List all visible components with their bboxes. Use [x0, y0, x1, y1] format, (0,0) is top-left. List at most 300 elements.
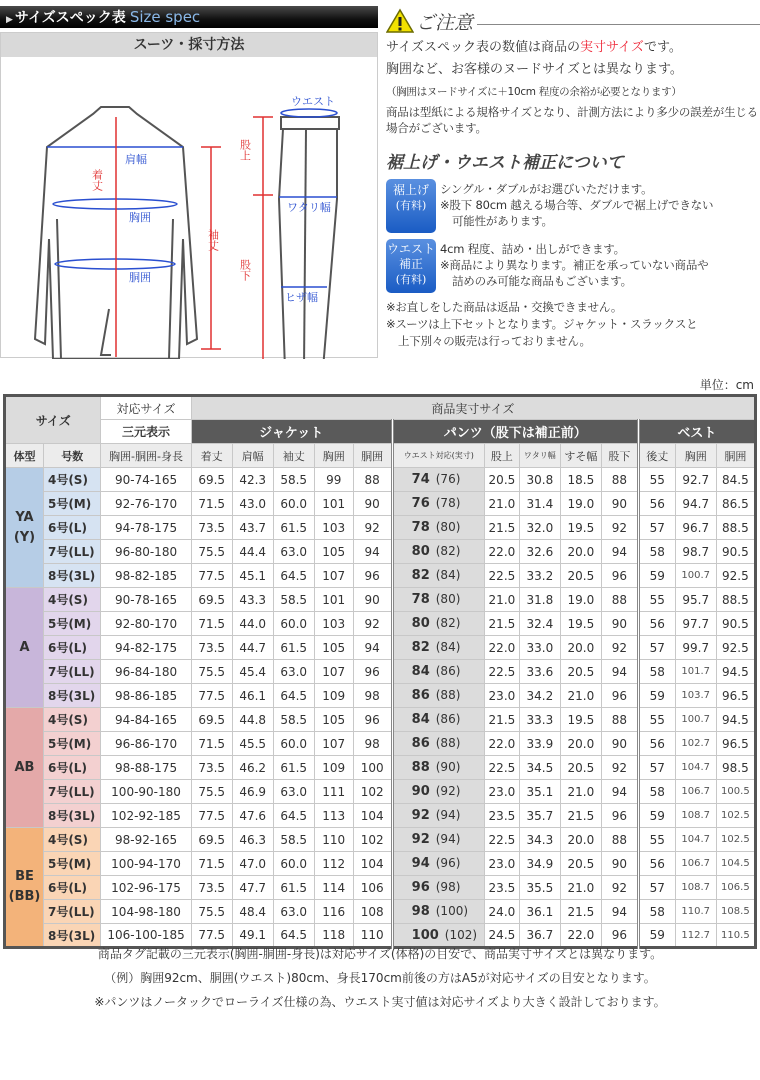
value-cell: 92: [601, 756, 638, 780]
value-cell: 107: [314, 732, 353, 756]
waist-cell: 98 (100): [392, 900, 484, 924]
value-cell: 57: [638, 516, 675, 540]
value-cell: 21.0: [560, 780, 601, 804]
value-cell: 61.5: [273, 636, 314, 660]
value-cell: 21.0: [484, 492, 519, 516]
value-cell: 21.5: [484, 516, 519, 540]
value-cell: 108: [353, 900, 392, 924]
value-cell: 94: [601, 660, 638, 684]
value-cell: 61.5: [273, 756, 314, 780]
value-cell: 104.7: [675, 828, 716, 852]
value-cell: 106.7: [675, 780, 716, 804]
value-cell: 20.5: [484, 468, 519, 492]
hem-text-1: シングル・ダブルがお選びいただけます。: [440, 182, 653, 196]
value-cell: 58: [638, 900, 675, 924]
value-cell: 19.0: [560, 492, 601, 516]
value-cell: 46.3: [232, 828, 273, 852]
size-number-cell: 8号(3L): [43, 924, 100, 948]
footer-line-1: 商品タグ記載の三元表示(胸囲-胴囲-身長)は対応サイズ(体格)の目安で、商品実寸サイズとは異なります。: [97, 947, 663, 961]
value-cell: 22.0: [484, 732, 519, 756]
value-cell: 102-92-185: [101, 804, 191, 828]
value-cell: 22.5: [484, 828, 519, 852]
value-cell: 59: [638, 564, 675, 588]
svg-text:肩幅: 肩幅: [125, 153, 147, 166]
value-cell: 43.0: [232, 492, 273, 516]
value-cell: 33.0: [519, 636, 560, 660]
value-cell: 102-96-175: [101, 876, 191, 900]
header-title-jp: サイズスペック表: [14, 10, 126, 26]
waist-cell: 84 (86): [392, 660, 484, 684]
value-cell: 33.2: [519, 564, 560, 588]
size-number-cell: 6号(L): [43, 516, 100, 540]
table-row: [5, 780, 756, 804]
value-cell: 104.7: [675, 756, 716, 780]
value-cell: 71.5: [191, 852, 232, 876]
value-cell: 77.5: [191, 564, 232, 588]
value-cell: 58.5: [273, 828, 314, 852]
waist-cell: 80 (82): [392, 612, 484, 636]
value-cell: 114: [314, 876, 353, 900]
column-header: 胸囲: [675, 444, 716, 468]
value-cell: 107: [314, 660, 353, 684]
size-number-cell: 4号(S): [43, 708, 100, 732]
value-cell: 90: [601, 852, 638, 876]
waist-cell: 96 (98): [392, 876, 484, 900]
value-cell: 60.0: [273, 492, 314, 516]
table-row: [5, 636, 756, 660]
value-cell: 88.5: [716, 516, 755, 540]
table-row: [5, 804, 756, 828]
value-cell: 98.5: [716, 756, 755, 780]
waist-cell: 92 (94): [392, 828, 484, 852]
value-cell: 110.5: [716, 924, 755, 948]
value-cell: 104-98-180: [101, 900, 191, 924]
value-cell: 106: [353, 876, 392, 900]
table-row: [5, 588, 756, 612]
value-cell: 64.5: [273, 564, 314, 588]
value-cell: 31.4: [519, 492, 560, 516]
value-cell: 69.5: [191, 468, 232, 492]
size-number-cell: 4号(S): [43, 588, 100, 612]
size-number-cell: 5号(M): [43, 492, 100, 516]
body-type-cell: A: [5, 588, 44, 708]
value-cell: 88: [353, 468, 392, 492]
alteration-title: 裾上げ・ウエスト補正について: [386, 153, 624, 173]
column-header: 胴囲: [353, 444, 392, 468]
value-cell: 104.5: [716, 852, 755, 876]
value-cell: 47.6: [232, 804, 273, 828]
value-cell: 61.5: [273, 876, 314, 900]
value-cell: 20.5: [560, 564, 601, 588]
value-cell: 98: [353, 684, 392, 708]
value-cell: 23.5: [484, 876, 519, 900]
value-cell: 75.5: [191, 660, 232, 684]
value-cell: 57: [638, 876, 675, 900]
value-cell: 103.7: [675, 684, 716, 708]
hem-text-2: ※股下 80cm 越える場合等、ダブルで裾上げできない: [440, 198, 714, 212]
value-cell: 35.7: [519, 804, 560, 828]
value-cell: 111: [314, 780, 353, 804]
column-header: 袖丈: [273, 444, 314, 468]
value-cell: 59: [638, 804, 675, 828]
value-cell: 23.5: [484, 804, 519, 828]
value-cell: 108.7: [675, 876, 716, 900]
value-cell: 60.0: [273, 612, 314, 636]
column-header: すそ幅: [560, 444, 601, 468]
value-cell: 90: [353, 588, 392, 612]
value-cell: 100.5: [716, 780, 755, 804]
value-cell: 33.3: [519, 708, 560, 732]
value-cell: 94: [601, 780, 638, 804]
value-cell: 73.5: [191, 876, 232, 900]
value-cell: 96: [601, 804, 638, 828]
table-row: [5, 852, 756, 876]
value-cell: 88: [601, 828, 638, 852]
value-cell: 46.9: [232, 780, 273, 804]
column-header: ウエスト対応(実寸): [392, 444, 484, 468]
value-cell: 20.5: [560, 660, 601, 684]
value-cell: 55: [638, 468, 675, 492]
value-cell: 90: [601, 492, 638, 516]
size-number-cell: 6号(L): [43, 876, 100, 900]
table-row: [5, 684, 756, 708]
waist-cell: 82 (84): [392, 564, 484, 588]
table-row: [5, 828, 756, 852]
header-vest: ベスト: [638, 420, 755, 444]
waist-fix-badge: ウエスト 補正 (有料): [386, 239, 436, 293]
value-cell: 36.7: [519, 924, 560, 948]
value-cell: 92: [601, 516, 638, 540]
value-cell: 32.4: [519, 612, 560, 636]
value-cell: 99.7: [675, 636, 716, 660]
value-cell: 95.7: [675, 588, 716, 612]
value-cell: 98: [353, 732, 392, 756]
value-cell: 63.0: [273, 660, 314, 684]
value-cell: 88: [601, 708, 638, 732]
column-header: 肩幅: [232, 444, 273, 468]
value-cell: 102.7: [675, 732, 716, 756]
table-row: [5, 660, 756, 684]
value-cell: 71.5: [191, 612, 232, 636]
value-cell: 57: [638, 636, 675, 660]
hem-option: [386, 179, 760, 233]
value-cell: 100-90-180: [101, 780, 191, 804]
value-cell: 106.7: [675, 852, 716, 876]
value-cell: 94.5: [716, 660, 755, 684]
value-cell: 63.0: [273, 540, 314, 564]
hem-badge: 裾上げ (有料): [386, 179, 436, 233]
value-cell: 102.5: [716, 828, 755, 852]
size-number-cell: 7号(LL): [43, 660, 100, 684]
value-cell: 46.1: [232, 684, 273, 708]
size-number-cell: 6号(L): [43, 756, 100, 780]
value-cell: 109: [314, 756, 353, 780]
value-cell: 116: [314, 900, 353, 924]
value-cell: 77.5: [191, 684, 232, 708]
waist-cell: 92 (94): [392, 804, 484, 828]
value-cell: 90-74-165: [101, 468, 191, 492]
value-cell: 92.7: [675, 468, 716, 492]
value-cell: 21.0: [560, 876, 601, 900]
column-header: 胴囲: [716, 444, 755, 468]
value-cell: 22.0: [484, 540, 519, 564]
waist-fix-option: [386, 239, 760, 293]
value-cell: 44.8: [232, 708, 273, 732]
footer-line-2: （例）胸囲92cm、胴囲(ウエスト)80cm、身長170cm前後の方はA5が対応サイズの目安となります。: [104, 971, 656, 985]
value-cell: 104: [353, 804, 392, 828]
value-cell: 92.5: [716, 636, 755, 660]
waist-cell: 78 (80): [392, 588, 484, 612]
notice-line-2: 胸囲など、お客様のヌードサイズとは異なります。: [386, 62, 683, 77]
notice-panel: [386, 6, 760, 350]
value-cell: 98-86-185: [101, 684, 191, 708]
size-number-cell: 7号(LL): [43, 900, 100, 924]
value-cell: 94: [353, 636, 392, 660]
value-cell: 100-94-170: [101, 852, 191, 876]
value-cell: 96.5: [716, 732, 755, 756]
value-cell: 18.5: [560, 468, 601, 492]
value-cell: 96-84-180: [101, 660, 191, 684]
value-cell: 21.5: [484, 708, 519, 732]
value-cell: 20.0: [560, 636, 601, 660]
notice-title-row: [386, 6, 760, 36]
value-cell: 90: [353, 492, 392, 516]
value-cell: 110.7: [675, 900, 716, 924]
value-cell: 103: [314, 612, 353, 636]
value-cell: 57: [638, 756, 675, 780]
value-cell: 56: [638, 492, 675, 516]
value-cell: 64.5: [273, 804, 314, 828]
value-cell: 104: [353, 852, 392, 876]
value-cell: 31.8: [519, 588, 560, 612]
header-jacket: ジャケット: [191, 420, 392, 444]
value-cell: 56: [638, 612, 675, 636]
value-cell: 92-80-170: [101, 612, 191, 636]
value-cell: 107: [314, 564, 353, 588]
value-cell: 47.0: [232, 852, 273, 876]
column-header: 胸囲-胴囲-身長: [101, 444, 191, 468]
value-cell: 44.0: [232, 612, 273, 636]
body-type-cell: YA (Y): [5, 468, 44, 588]
value-cell: 73.5: [191, 516, 232, 540]
value-cell: 73.5: [191, 756, 232, 780]
svg-text:着丈: 着丈: [90, 169, 104, 191]
value-cell: 21.0: [484, 588, 519, 612]
table-row: [5, 468, 756, 492]
unit-label: 単位：cm: [699, 378, 754, 392]
table-row: [5, 612, 756, 636]
value-cell: 94: [601, 540, 638, 564]
value-cell: 33.9: [519, 732, 560, 756]
value-cell: 20.5: [560, 852, 601, 876]
value-cell: 94-78-175: [101, 516, 191, 540]
value-cell: 73.5: [191, 636, 232, 660]
size-number-cell: 7号(LL): [43, 780, 100, 804]
table-row: [5, 492, 756, 516]
value-cell: 20.0: [560, 732, 601, 756]
value-cell: 69.5: [191, 708, 232, 732]
value-cell: 58: [638, 780, 675, 804]
value-cell: 48.4: [232, 900, 273, 924]
measurement-title: スーツ・採寸方法: [1, 33, 377, 57]
column-header: 体型: [5, 444, 44, 468]
value-cell: 112.7: [675, 924, 716, 948]
value-cell: 106.5: [716, 876, 755, 900]
value-cell: 22.5: [484, 756, 519, 780]
value-cell: 92: [353, 612, 392, 636]
value-cell: 108.7: [675, 804, 716, 828]
table-row: [5, 732, 756, 756]
waist-cell: 76 (78): [392, 492, 484, 516]
value-cell: 99: [314, 468, 353, 492]
value-cell: 96: [353, 708, 392, 732]
value-cell: 64.5: [273, 924, 314, 948]
table-row: [5, 540, 756, 564]
value-cell: 98-92-165: [101, 828, 191, 852]
footer-line-3: ※パンツはノータックでローライズ仕様の為、ウエスト実寸値は対応サイズより大きく設計しております。: [94, 995, 666, 1009]
waist-cell: 88 (90): [392, 756, 484, 780]
value-cell: 94-84-165: [101, 708, 191, 732]
waist-cell: 86 (88): [392, 732, 484, 756]
table-row: [5, 516, 756, 540]
value-cell: 34.2: [519, 684, 560, 708]
value-cell: 96.7: [675, 516, 716, 540]
value-cell: 101: [314, 492, 353, 516]
svg-text:股下: 股下: [238, 259, 252, 281]
suit-diagram: [1, 59, 377, 359]
value-cell: 103: [314, 516, 353, 540]
waist-fix-text-3: 詰めのみ可能な商品もございます。: [452, 274, 632, 288]
value-cell: 63.0: [273, 900, 314, 924]
value-cell: 64.5: [273, 684, 314, 708]
value-cell: 45.4: [232, 660, 273, 684]
value-cell: 84.5: [716, 468, 755, 492]
value-cell: 98-82-185: [101, 564, 191, 588]
value-cell: 22.5: [484, 660, 519, 684]
value-cell: 56: [638, 852, 675, 876]
value-cell: 92-76-170: [101, 492, 191, 516]
value-cell: 96: [353, 564, 392, 588]
value-cell: 56: [638, 732, 675, 756]
value-cell: 113: [314, 804, 353, 828]
value-cell: 33.6: [519, 660, 560, 684]
value-cell: 21.0: [560, 684, 601, 708]
size-number-cell: 8号(3L): [43, 564, 100, 588]
size-number-cell: 5号(M): [43, 732, 100, 756]
value-cell: 88: [601, 468, 638, 492]
value-cell: 98.7: [675, 540, 716, 564]
size-number-cell: 5号(M): [43, 612, 100, 636]
value-cell: 88: [601, 588, 638, 612]
svg-text:ウエスト: ウエスト: [291, 95, 335, 108]
notice-title: ご注意: [416, 11, 474, 34]
column-header: 股下: [601, 444, 638, 468]
value-cell: 101.7: [675, 660, 716, 684]
column-header: 後丈: [638, 444, 675, 468]
notice-line-4: 商品は型紙による規格サイズとなり、計測方法により多少の誤差が生じる場合がございます。: [386, 105, 758, 135]
svg-text:胴囲: 胴囲: [129, 271, 151, 284]
body-type-cell: BE (BB): [5, 828, 44, 948]
svg-text:股上: 股上: [238, 139, 252, 161]
value-cell: 110: [314, 828, 353, 852]
value-cell: 35.5: [519, 876, 560, 900]
value-cell: 24.5: [484, 924, 519, 948]
value-cell: 90.5: [716, 540, 755, 564]
value-cell: 59: [638, 924, 675, 948]
table-row: [5, 900, 756, 924]
value-cell: 109: [314, 684, 353, 708]
size-number-cell: 6号(L): [43, 636, 100, 660]
size-spec-header: [0, 6, 378, 28]
warning-icon: [386, 8, 414, 34]
value-cell: 23.0: [484, 684, 519, 708]
value-cell: 23.0: [484, 780, 519, 804]
waist-fix-text-2: ※商品により異なります。補正を承っていない商品や: [440, 258, 709, 272]
value-cell: 49.1: [232, 924, 273, 948]
value-cell: 112: [314, 852, 353, 876]
notice-line-1: サイズスペック表の数値は商品の実寸サイズです。: [386, 40, 682, 55]
svg-text:ワタリ幅: ワタリ幅: [287, 201, 331, 214]
body-type-cell: AB: [5, 708, 44, 828]
value-cell: 20.0: [560, 540, 601, 564]
size-number-cell: 7号(LL): [43, 540, 100, 564]
value-cell: 69.5: [191, 828, 232, 852]
value-cell: 77.5: [191, 804, 232, 828]
value-cell: 75.5: [191, 900, 232, 924]
waist-cell: 80 (82): [392, 540, 484, 564]
value-cell: 96: [601, 684, 638, 708]
value-cell: 19.0: [560, 588, 601, 612]
waist-fix-text-1: 4cm 程度、詰め・出しができます。: [440, 242, 625, 256]
column-header: 胸囲: [314, 444, 353, 468]
value-cell: 32.0: [519, 516, 560, 540]
svg-text:袖丈: 袖丈: [206, 229, 220, 251]
value-cell: 90.5: [716, 612, 755, 636]
value-cell: 22.0: [484, 636, 519, 660]
size-number-cell: 4号(S): [43, 468, 100, 492]
value-cell: 36.1: [519, 900, 560, 924]
header-size: サイズ: [5, 396, 101, 444]
value-cell: 101: [314, 588, 353, 612]
value-cell: 118: [314, 924, 353, 948]
measurement-panel: [0, 32, 378, 358]
value-cell: 20.5: [560, 756, 601, 780]
value-cell: 34.9: [519, 852, 560, 876]
value-cell: 94.7: [675, 492, 716, 516]
value-cell: 94.5: [716, 708, 755, 732]
value-cell: 43.7: [232, 516, 273, 540]
value-cell: 96.5: [716, 684, 755, 708]
value-cell: 58.5: [273, 468, 314, 492]
value-cell: 58.5: [273, 588, 314, 612]
waist-cell: 74 (76): [392, 468, 484, 492]
value-cell: 30.8: [519, 468, 560, 492]
value-cell: 44.7: [232, 636, 273, 660]
value-cell: 102: [353, 780, 392, 804]
value-cell: 88.5: [716, 588, 755, 612]
table-row: [5, 708, 756, 732]
value-cell: 71.5: [191, 492, 232, 516]
value-cell: 110: [353, 924, 392, 948]
size-number-cell: 5号(M): [43, 852, 100, 876]
value-cell: 94-82-175: [101, 636, 191, 660]
header-3d: 三元表示: [101, 420, 191, 444]
value-cell: 58: [638, 660, 675, 684]
value-cell: 90: [601, 732, 638, 756]
svg-text:胸囲: 胸囲: [129, 211, 151, 224]
value-cell: 21.5: [560, 804, 601, 828]
value-cell: 60.0: [273, 852, 314, 876]
